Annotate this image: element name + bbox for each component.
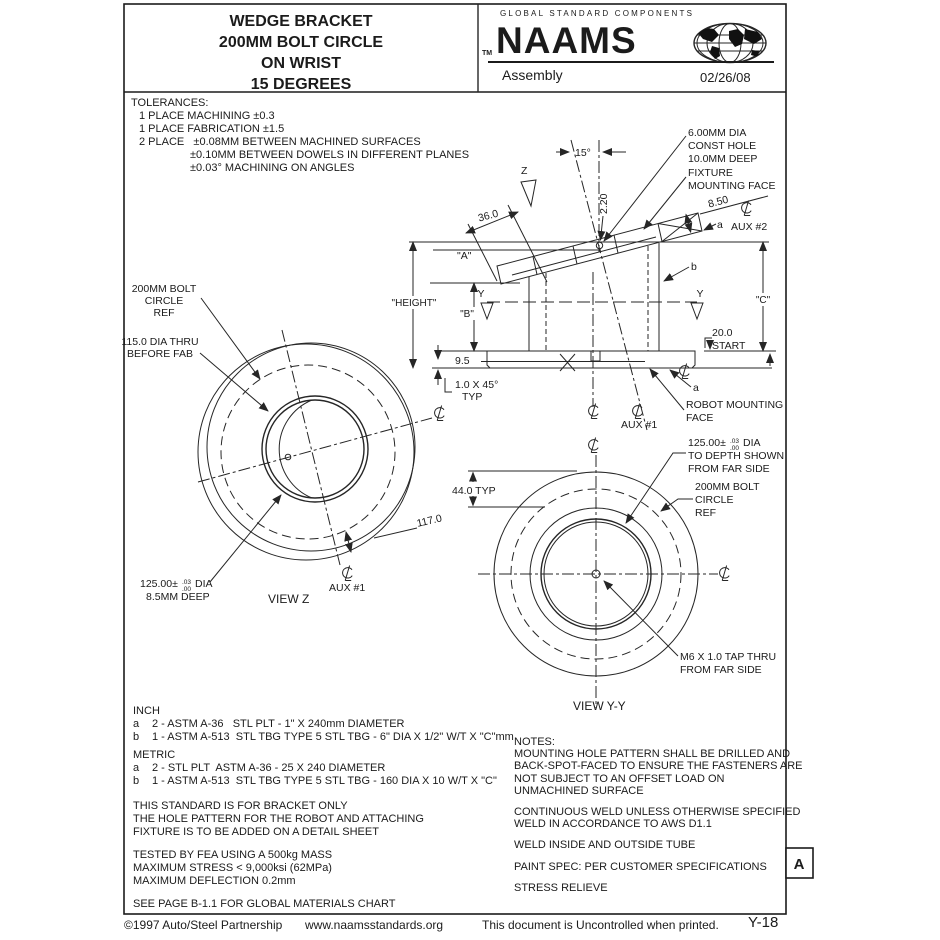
note-line: TYP xyxy=(462,391,483,403)
angle-dimension xyxy=(556,147,626,159)
materials-heading-inch: INCH xyxy=(133,705,160,717)
bolt-circle-note xyxy=(661,481,760,519)
dim-117 xyxy=(346,512,443,552)
notes-heading: NOTES: xyxy=(514,736,555,748)
dim-label: 125.00± xyxy=(688,437,726,449)
note-line: CIRCLE xyxy=(695,494,734,506)
note-line: REF xyxy=(695,507,716,519)
dim-label: 44.0 TYP xyxy=(452,485,496,497)
footer-copyright: ©1997 Auto/Steel Partnership xyxy=(124,918,283,932)
centerline-symbol xyxy=(720,566,730,581)
revision-letter: A xyxy=(793,856,805,873)
dim-label: "B" xyxy=(460,309,474,320)
revision-date: 02/26/08 xyxy=(700,70,751,85)
material-spec: 2 - ASTM A-36 STL PLT - 1" X 240mm DIAMETER xyxy=(152,718,405,730)
note-line: BEFORE FAB xyxy=(127,348,193,360)
cbore-note xyxy=(140,495,281,603)
b-dimension xyxy=(459,283,477,351)
material-key: a xyxy=(133,718,140,730)
general-notes-right xyxy=(514,736,803,903)
material-key: a xyxy=(133,762,140,774)
material-key: b xyxy=(133,775,140,787)
note-line: THE HOLE PATTERN FOR THE ROBOT AND ATTACHING xyxy=(133,813,424,825)
note-line: FROM FAR SIDE xyxy=(688,463,770,475)
note-line: FIXTURE xyxy=(688,167,733,179)
view-z xyxy=(121,283,444,606)
tolerance-item: ±0.10MM BETWEEN DOWELS IN DIFFERENT PLANES xyxy=(190,149,470,161)
offset-dimension xyxy=(598,193,610,240)
note-line: UNMACHINED SURFACE xyxy=(514,784,644,797)
tolerance-item: 2 PLACE ±0.08MM BETWEEN MACHINED SURFACES xyxy=(139,136,421,148)
weld-mark-label: a xyxy=(693,382,699,394)
title-line: 15 DEGREES xyxy=(250,76,352,93)
footer-url: www.naamsstandards.org xyxy=(305,918,444,932)
start-dimension xyxy=(705,327,770,366)
revision-marker xyxy=(786,848,813,878)
note-line: 1.0 X 45° xyxy=(455,379,499,391)
dim-label: 2.20 xyxy=(598,193,610,214)
height-dimension xyxy=(388,242,440,368)
note-line: CONST HOLE xyxy=(688,140,757,152)
material-row xyxy=(133,762,514,775)
material-spec: 1 - ASTM A-513 STL TBG TYPE 5 STL TBG - 6" DIA X 1/2" W/T X "C"mm xyxy=(152,731,514,743)
chamfer-note xyxy=(445,378,498,403)
tube-ref-note xyxy=(664,261,697,281)
dim-label: START xyxy=(712,340,746,352)
note-line: CONTINUOUS WELD UNLESS OTHERWISE SPECIFIED xyxy=(514,806,801,819)
aux1-label: AUX #1 xyxy=(329,582,366,594)
tolerance-lower: .00 xyxy=(182,586,192,593)
page-title xyxy=(124,4,478,92)
note-paragraph xyxy=(133,849,424,888)
tolerances-heading: TOLERANCES: xyxy=(131,97,209,109)
view-yy xyxy=(452,437,784,713)
dim-label: 9.5 xyxy=(455,355,470,367)
note-line: WELD INSIDE AND OUTSIDE TUBE xyxy=(514,839,696,852)
dim-label: "HEIGHT" xyxy=(391,298,437,309)
note-line: MAXIMUM DEFLECTION 0.2mm xyxy=(133,875,296,887)
materials-block xyxy=(133,705,514,788)
dim-label: DIA xyxy=(743,437,761,449)
dim-label: DIA xyxy=(195,578,213,590)
note-line: STRESS RELIEVE xyxy=(514,881,608,894)
centerline-symbol xyxy=(589,438,599,453)
view-caption: VIEW Y-Y xyxy=(573,699,626,713)
note-paragraph xyxy=(133,800,424,839)
tolerance-upper: .03 xyxy=(182,579,192,586)
footer-statement: This document is Uncontrolled when printed. xyxy=(482,918,719,932)
aux1-label: AUX #1 xyxy=(621,419,658,431)
section-label: Y xyxy=(696,288,704,300)
hole-axis-line xyxy=(571,140,647,430)
tolerance-item: ±0.03° MACHINING ON ANGLES xyxy=(190,162,355,174)
note-paragraph xyxy=(514,882,782,894)
note-line: SEE PAGE B-1.1 FOR GLOBAL MATERIALS CHART xyxy=(133,898,396,910)
weld-mark-label: a xyxy=(717,219,723,231)
dim-label: 117.0 xyxy=(415,512,444,530)
thru-bore-note xyxy=(121,336,268,411)
material-row xyxy=(133,731,514,744)
section-label: Y xyxy=(477,288,485,300)
material-spec: 1 - ASTM A-513 STL TBG TYPE 5 STL TBG - 160 DIA X 10 W/T X "C" xyxy=(152,775,497,787)
note-line: b xyxy=(691,261,697,273)
tolerances-block xyxy=(131,97,469,175)
dim-label: 125.00± xyxy=(140,578,178,590)
note-line: 200MM BOLT xyxy=(131,283,197,295)
title-line: ON WRIST xyxy=(261,55,341,72)
centerline-symbol xyxy=(589,404,599,419)
materials-heading-metric: METRIC xyxy=(133,749,176,761)
tolerance-lower: .00 xyxy=(730,445,740,452)
tap-note xyxy=(604,581,776,676)
dim-label: 8.5MM DEEP xyxy=(146,591,210,603)
note-line: MAXIMUM STRESS < 9,000ksi (62MPa) xyxy=(133,862,332,874)
material-spec: 2 - STL PLT ASTM A-36 - 25 X 240 DIAMETER xyxy=(152,762,386,774)
note-line: 10.0MM DEEP xyxy=(688,153,758,165)
note-paragraph xyxy=(514,861,782,873)
dim-44 xyxy=(452,471,577,507)
title-line: 200MM BOLT CIRCLE xyxy=(218,34,384,51)
note-line: TESTED BY FEA USING A 500kg MASS xyxy=(133,849,333,861)
note-line: ROBOT MOUNTING xyxy=(686,399,784,411)
note-line: MOUNTING HOLE PATTERN SHALL BE DRILLED AND xyxy=(514,748,791,761)
centerline-symbol xyxy=(680,364,690,379)
note-paragraph xyxy=(514,736,803,797)
note-line: 200MM BOLT xyxy=(695,481,760,493)
note-paragraph xyxy=(514,839,782,851)
dim-label: 36.0 xyxy=(476,207,500,225)
view-direction-label: Z xyxy=(521,165,528,177)
category-label: Assembly xyxy=(502,67,563,83)
note-line: WELD IN ACCORDANCE TO AWS D1.1 xyxy=(514,818,712,831)
note-line: FROM FAR SIDE xyxy=(680,664,762,676)
base-plate xyxy=(481,351,695,371)
brand-tagline: GLOBAL STANDARD COMPONENTS xyxy=(500,9,695,18)
section-line-yy xyxy=(477,288,703,319)
dim-36 xyxy=(466,205,547,282)
brand-logo-text: NAAMS xyxy=(496,20,637,61)
plane-a-label: "A" xyxy=(457,250,472,262)
note-line: NOT SUBJECT TO AN OFFSET LOAD ON xyxy=(514,772,725,785)
general-notes-left xyxy=(133,800,424,921)
view-caption: VIEW Z xyxy=(268,592,310,606)
note-line: M6 X 1.0 TAP THRU xyxy=(680,651,777,663)
note-line: REF xyxy=(153,307,175,319)
note-line: 6.00MM DIA xyxy=(688,127,747,139)
view-z-arrow xyxy=(521,165,536,206)
note-line: FIXTURE IS TO BE ADDED ON A DETAIL SHEET xyxy=(133,826,379,838)
dim-label: 15° xyxy=(575,147,591,159)
centerline-symbol xyxy=(343,566,353,581)
tolerance-upper: .03 xyxy=(730,438,740,445)
material-row xyxy=(133,718,514,731)
dim-label: 20.0 xyxy=(712,327,733,339)
dim-label: 8.50 xyxy=(706,193,730,211)
bolt-circle-note xyxy=(132,283,260,379)
title-line: WEDGE BRACKET xyxy=(229,13,373,30)
page-number: Y-18 xyxy=(748,914,779,931)
material-row xyxy=(133,775,514,788)
dim-label: "C" xyxy=(755,295,771,306)
note-line: PAINT SPEC: PER CUSTOMER SPECIFICATIONS xyxy=(514,860,767,873)
aux1-marks xyxy=(589,404,658,432)
robot-face-note xyxy=(650,364,783,425)
note-line: THIS STANDARD IS FOR BRACKET ONLY xyxy=(133,800,348,812)
note-line: TO DEPTH SHOWN xyxy=(688,450,785,462)
aux2-label: AUX #2 xyxy=(731,221,768,233)
tolerance-item: 1 PLACE FABRICATION ±1.5 xyxy=(139,123,285,135)
note-paragraph xyxy=(514,806,801,831)
c-dimension xyxy=(752,242,774,351)
note-line: CIRCLE xyxy=(144,295,184,307)
brand-divider xyxy=(488,61,774,63)
note-line: 115.0 DIA THRU xyxy=(121,336,199,348)
note-line: FACE xyxy=(686,412,714,424)
centerline-symbol xyxy=(435,406,445,421)
note-line: BACK-SPOT-FACED TO ENSURE THE FASTENERS ARE xyxy=(514,760,803,773)
globe-icon xyxy=(694,24,766,63)
trademark-mark: TM xyxy=(482,50,493,57)
material-key: b xyxy=(133,731,140,743)
note-paragraph xyxy=(133,898,424,911)
tolerance-item: 1 PLACE MACHINING ±0.3 xyxy=(139,110,275,122)
note-line: MOUNTING FACE xyxy=(688,180,776,192)
